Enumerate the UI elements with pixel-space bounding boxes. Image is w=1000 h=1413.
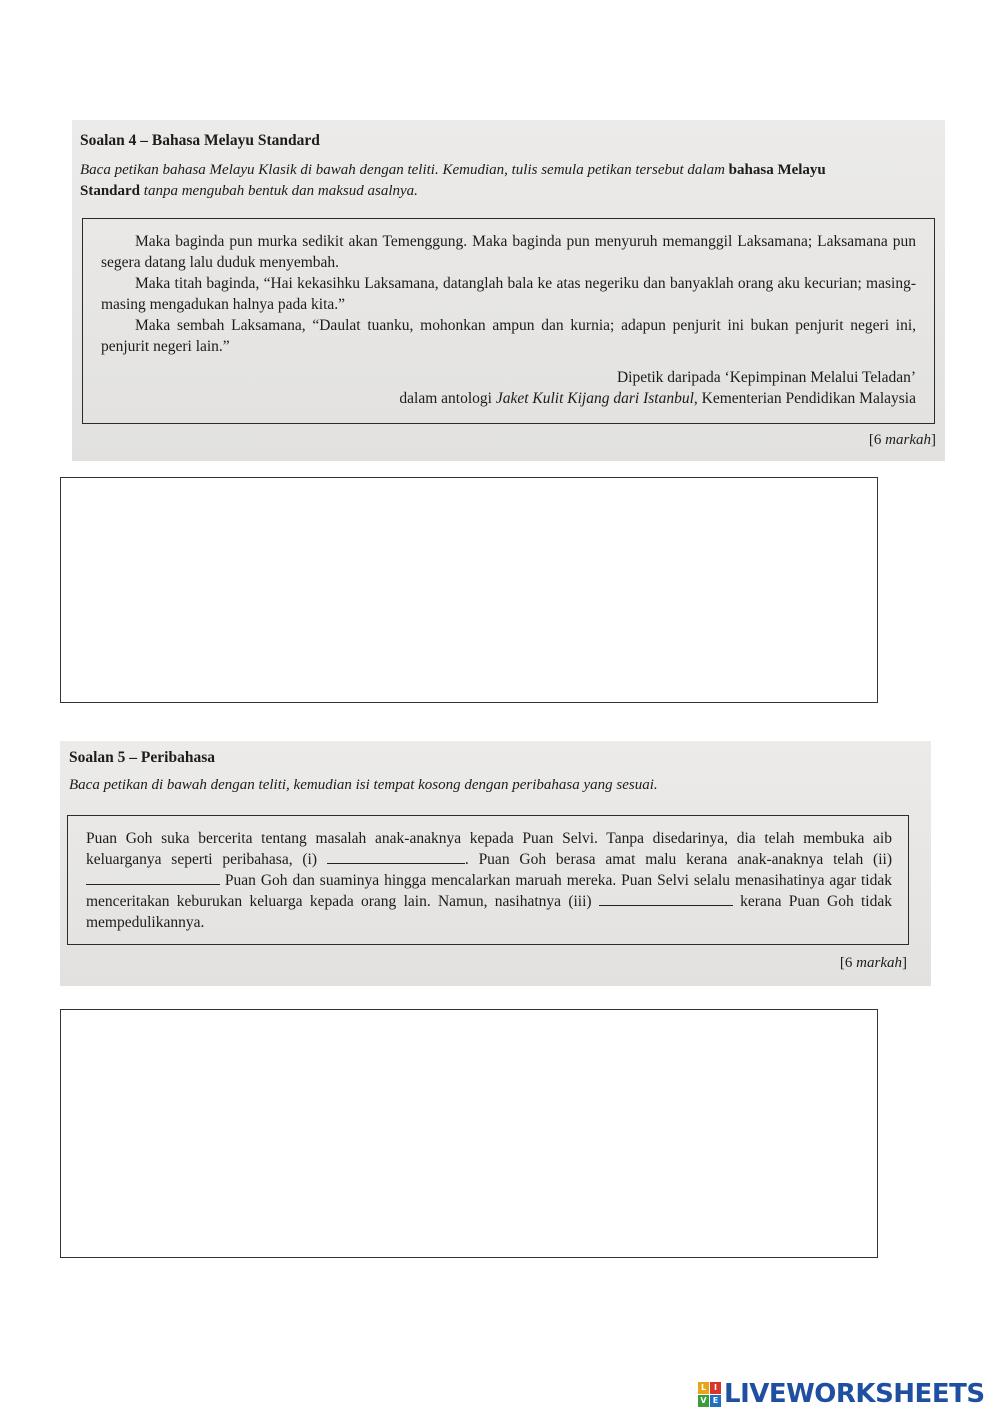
- logo-cell-3: V: [698, 1395, 709, 1407]
- question-4-instruction: Baca petikan bahasa Melayu Klasik di bawah dengan teliti. Kemudian, tulis semula petikan tersebut dalam bahasa Melayu Standard tanpa mengubah bentuk dan maksud asalnya.: [80, 162, 826, 199]
- question-5-scan: [60, 741, 931, 986]
- question-5-passage: Puan Goh suka bercerita tentang masalah anak-anaknya kepada Puan Selvi. Tanpa disedarinya, dia telah membuka aib keluarganya seperti peribahasa, (i) . Puan Goh berasa amat malu kerana anak-anaknya telah (ii) Puan Goh dan suaminya hingga mencalarkan maruah mereka. Puan Selvi selalu menasihatinya agar tidak menceritakan keburukan keluarga kepada orang lain. Namun, nasihatnya (iii) kerana Puan Goh tidak mempedulikannya.: [86, 830, 892, 931]
- question-4-passage-box: [82, 218, 935, 424]
- question-4-answer-box[interactable]: [60, 477, 878, 703]
- question-5-title: Soalan 5 – Peribahasa: [69, 749, 215, 766]
- liveworksheets-logo-text: LIVEWORKSHEETS: [724, 1379, 985, 1409]
- liveworksheets-logo-icon: [698, 1382, 721, 1407]
- blank-iii: [599, 893, 733, 906]
- source-line-1: Dipetik daripada ‘Kepimpinan Melalui Teladan’: [616, 369, 916, 386]
- question-5-marks: [6 markah]: [839, 955, 907, 971]
- logo-cell-4: E: [710, 1395, 721, 1407]
- question-5-passage-box: [67, 815, 909, 945]
- question-5-instruction: Baca petikan di bawah dengan teliti, kemudian isi tempat kosong dengan peribahasa yang sesuai.: [69, 777, 658, 793]
- passage-paragraph-3: Maka sembah Laksamana, “Daulat tuanku, mohonkan ampun dan kurnia; adapun penjurit ini bukan penjurit negeri ini, penjurit negeri lain.”: [101, 317, 916, 355]
- liveworksheets-logo: [698, 1379, 985, 1409]
- question-4-title: Soalan 4 – Bahasa Melayu Standard: [80, 132, 320, 149]
- passage-paragraph-1: Maka baginda pun murka sedikit akan Temenggung. Maka baginda pun menyuruh memanggil Laksamana; Laksamana pun segera datang lalu duduk menyembah.: [101, 233, 916, 271]
- logo-cell-2: I: [710, 1382, 721, 1394]
- passage-source: [101, 367, 916, 409]
- logo-cell-1: L: [698, 1382, 709, 1394]
- question-5-answer-box[interactable]: [60, 1009, 878, 1258]
- passage-paragraph-2: Maka titah baginda, “Hai kekasihku Laksamana, datanglah bala ke atas negeriku dan banyaklah orang aku kecurian; masing-masing mengadukan halnya pada kita.”: [101, 275, 916, 313]
- blank-i: [327, 851, 465, 864]
- question-4-scan: [72, 120, 945, 461]
- source-line-2: dalam antologi Jaket Kulit Kijang dari Istanbul, Kementerian Pendidikan Malaysia: [399, 390, 916, 407]
- question-4-marks: [6 markah]: [868, 432, 936, 448]
- blank-ii: [86, 872, 220, 885]
